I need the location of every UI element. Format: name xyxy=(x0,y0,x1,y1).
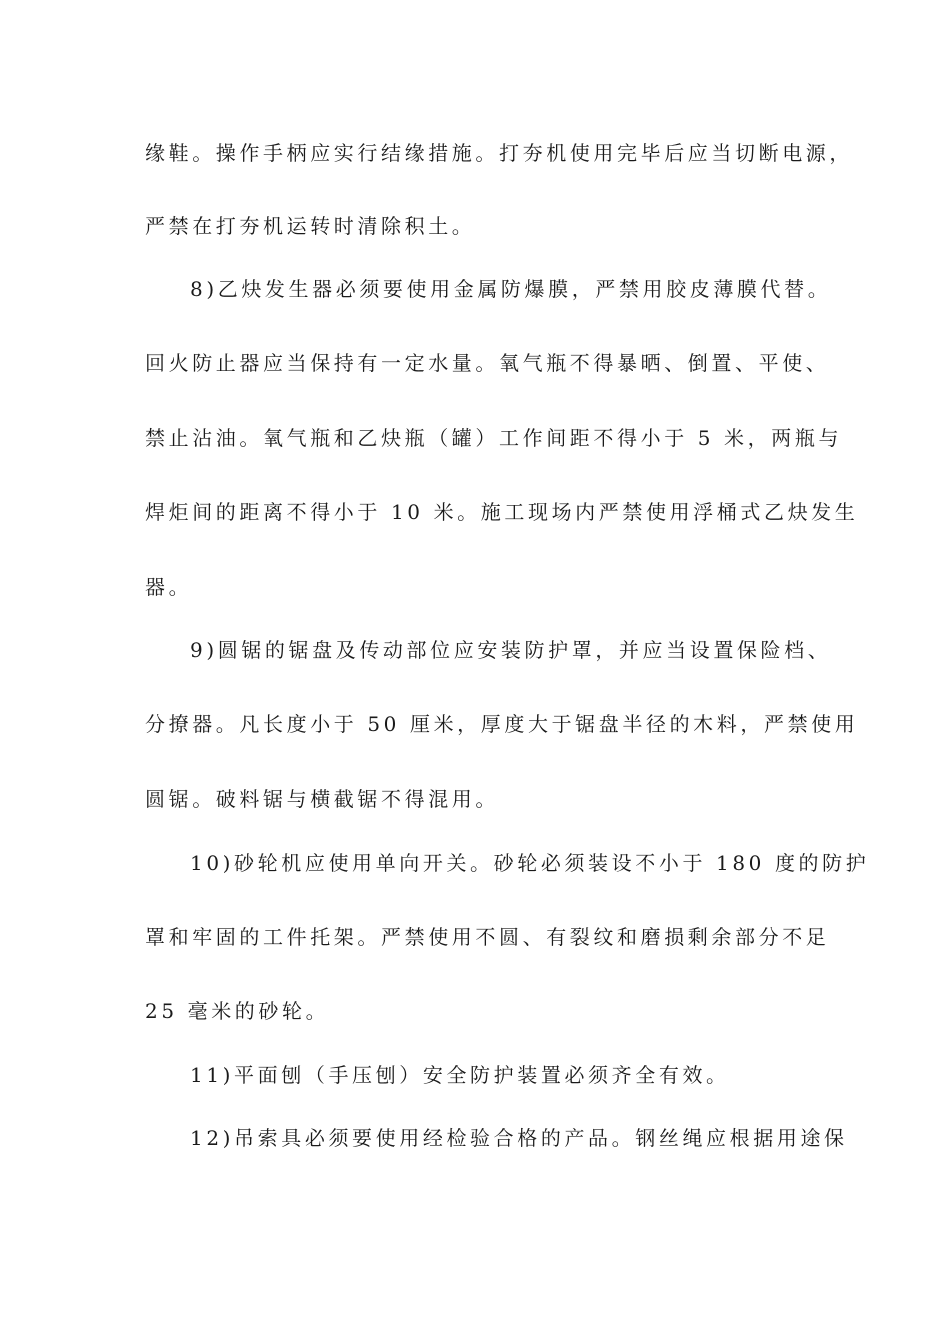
paragraph-8-start: 8)乙炔发生器必须要使用金属防爆膜，严禁用胶皮薄膜代替。 xyxy=(190,277,832,301)
text-line-5: 禁止沾油。氧气瓶和乙炔瓶（罐）工作间距不得小于 5 米，两瓶与 xyxy=(145,426,843,450)
text-line-4: 回火防止器应当保持有一定水量。氧气瓶不得暴晒、倒置、平使、 xyxy=(145,351,830,375)
paragraph-10-start: 10)砂轮机应使用单向开关。砂轮必须装设不小于 180 度的防护 xyxy=(190,851,870,875)
text-line-10: 圆锯。破料锯与横截锯不得混用。 xyxy=(145,787,499,811)
paragraph-11: 11)平面刨（手压刨）安全防护装置必须齐全有效。 xyxy=(190,1063,730,1087)
text-line-12: 罩和牢固的工件托架。严禁使用不圆、有裂纹和磨损剩余部分不足 xyxy=(145,925,830,949)
text-line-7: 器。 xyxy=(145,575,193,599)
text-line-1: 缘鞋。操作手柄应实行结缘措施。打夯机使用完毕后应当切断电源， xyxy=(145,141,853,165)
text-line-9: 分撩器。凡长度小于 50 厘米，厚度大于锯盘半径的木料，严禁使用 xyxy=(145,712,859,736)
paragraph-9-start: 9)圆锯的锯盘及传动部位应安装防护罩，并应当设置保险档、 xyxy=(190,638,832,662)
text-line-13: 25 毫米的砂轮。 xyxy=(145,999,330,1023)
text-line-2: 严禁在打夯机运转时清除积土。 xyxy=(145,214,476,238)
text-line-6: 焊炬间的距离不得小于 10 米。施工现场内严禁使用浮桶式乙炔发生 xyxy=(145,500,859,524)
paragraph-12-start: 12)吊索具必须要使用经检验合格的产品。钢丝绳应根据用途保 xyxy=(190,1126,848,1150)
